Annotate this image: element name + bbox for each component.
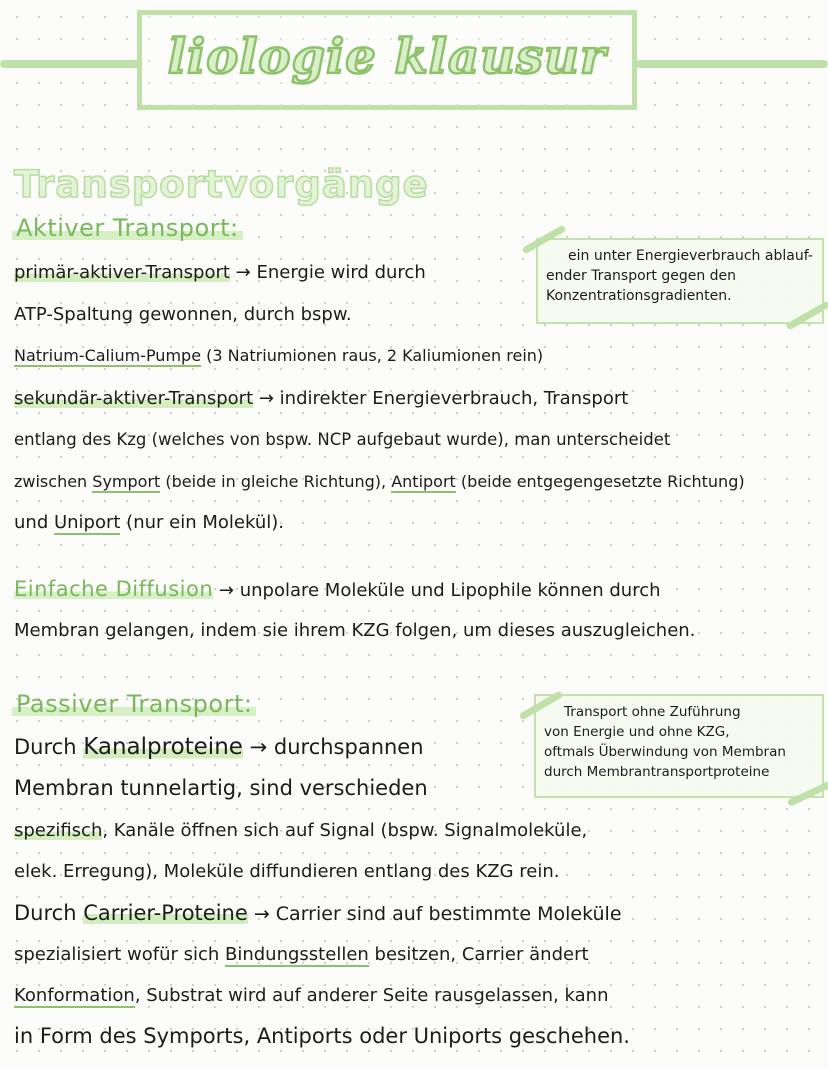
line-text: (nur ein Molekül). [120, 512, 284, 533]
title-rule-left [0, 60, 140, 68]
term-symport: Symport [92, 472, 161, 491]
text-line [14, 734, 424, 760]
line-text: → durchspannen [242, 735, 424, 759]
term-bindungsstellen: Bindungsstellen [225, 944, 369, 965]
line-text: Durch [14, 901, 84, 925]
term-uniport: Uniport [53, 512, 121, 533]
main-heading: Transportvorgänge [14, 163, 429, 206]
line-text: (beide in gleiche Richtung), [160, 472, 392, 491]
passiv-box-line: oftmals Überwindung von Membran [544, 744, 786, 760]
text-line [14, 262, 426, 283]
passiv-heading: Passiver Transport: [12, 690, 256, 718]
passiv-box-line: Transport ohne Zuführung [564, 704, 741, 720]
text-line [14, 472, 745, 491]
text-line [14, 346, 543, 365]
passiv-box-line: durch Membrantransportproteine [544, 764, 770, 780]
aktiv-definition-box [536, 238, 824, 324]
line-text: , Substrat wird auf anderer Seite rausgelassen, kann [134, 985, 609, 1006]
line-text: → Carrier sind auf bestimmte Moleküle [247, 903, 622, 925]
passiv-definition-box [534, 694, 824, 798]
line-text: Durch [14, 735, 84, 759]
term-sekundaer: sekundär-aktiver-Transport [14, 388, 254, 409]
text-line: in Form des Symports, Antiports oder Uniports geschehen. [14, 1024, 630, 1048]
text-line [14, 985, 609, 1006]
passiv-box-line: von Energie und ohne KZG, [544, 724, 730, 740]
title-rule-right [636, 60, 828, 68]
line-text: besitzen, Carrier ändert [368, 944, 589, 965]
term-spezifisch: spezifisch [14, 820, 103, 841]
line-text: und [14, 512, 54, 533]
aktiv-heading: Aktiver Transport: [12, 214, 243, 242]
text-line: Membran gelangen, indem sie ihrem KZG folgen, um dieses auszugleichen. [14, 620, 696, 641]
text-line: elek. Erregung), Moleküle diffundieren entlang des KZG rein. [14, 861, 560, 882]
text-line: entlang des Kzg (welches von bspw. NCP aufgebaut wurde), man unterscheidet [14, 430, 671, 449]
page-title: liologie klausur [167, 29, 607, 85]
line-text: → unpolare Moleküle und Lipophile können durch [213, 580, 661, 601]
text-line [14, 512, 284, 533]
text-line: Membran tunnelartig, sind verschieden [14, 776, 428, 800]
text-line: ATP-Spaltung gewonnen, durch bspw. [14, 304, 352, 325]
aktiv-box-line: Konzentrationsgradienten. [546, 288, 732, 304]
diffusion-heading: Einfache Diffusion [14, 577, 214, 601]
line-text: (beide entgegengesetzte Richtung) [455, 472, 745, 491]
text-line [14, 901, 622, 925]
text-line [14, 388, 628, 409]
line-text: → indirekter Energieverbrauch, Transport [253, 388, 629, 409]
term-carrier: Carrier-Proteine [83, 901, 248, 925]
text-line [14, 944, 589, 965]
title-box [137, 10, 637, 110]
text-line [14, 577, 661, 601]
line-text: zwischen [14, 472, 93, 491]
aktiv-box-line: ender Transport gegen den [546, 268, 737, 284]
line-text: (3 Natriumionen raus, 2 Kaliumionen rein) [201, 346, 544, 365]
term-kanalproteine: Kanalproteine [83, 734, 243, 760]
aktiv-box-line: ein unter Energieverbrauch ablauf- [568, 248, 813, 264]
line-text: spezialisiert wofür sich [14, 944, 225, 965]
term-natrium: Natrium-Calium-Pumpe [14, 346, 202, 365]
term-primaer: primär-aktiver-Transport [14, 262, 230, 283]
term-antiport: Antiport [391, 472, 456, 491]
term-konformation: Konformation [14, 985, 135, 1006]
text-line [14, 820, 587, 841]
line-text: → Energie wird durch [229, 262, 426, 283]
line-text: , Kanäle öffnen sich auf Signal (bspw. Signalmoleküle, [102, 820, 588, 841]
